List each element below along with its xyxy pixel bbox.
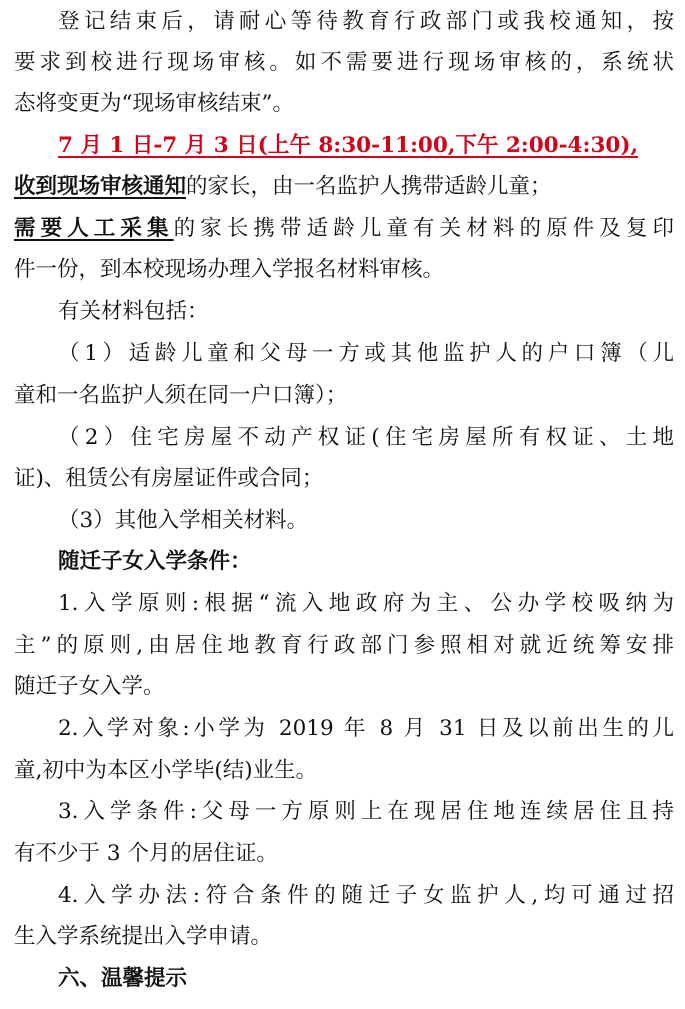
numbered-item-continuation: 生入学系统提出入学申请。	[14, 924, 273, 949]
paragraph-line: 态将变更为“现场审核结束”。	[14, 91, 294, 116]
paragraph-line: 登记结束后，请耐心等待教育行政部门或我校通知，按	[58, 9, 674, 34]
section-heading: 六、温馨提示	[58, 966, 188, 991]
paragraph-line: 件一份，到本校现场办理入学报名材料审核。	[14, 257, 445, 282]
paragraph-text: 的家长，由一名监护人携带适龄儿童；	[186, 174, 552, 199]
list-item: （1）适龄儿童和父母一方或其他监护人的户口簿（儿	[58, 341, 674, 366]
emphasis-text: 收到现场审核通知	[14, 174, 187, 199]
highlighted-date-line: 7 月 1 日-7 月 3 日(上午 8:30-11:00,下午 2:00-4:30),	[58, 133, 638, 158]
numbered-item-continuation: 主”的原则,由居住地教育行政部门参照相对就近统筹安排	[14, 633, 674, 658]
numbered-item-continuation: 随迁子女入学。	[14, 674, 165, 699]
paragraph-text: 的家长携带适龄儿童有关材料的原件及复印	[173, 216, 674, 241]
emphasis-text: 需要人工采集	[14, 216, 174, 241]
numbered-item: 3.入学条件:父母一方原则上在现居住地连续居住且持	[58, 799, 674, 824]
numbered-item-continuation: 有不少于 3 个月的居住证。	[14, 841, 278, 866]
numbered-item: 2.入学对象:小学为 2019 年 8 月 31 日及以前出生的儿	[58, 716, 674, 741]
list-item: （2）住宅房屋不动产权证(住宅房屋所有权证、土地	[58, 425, 674, 450]
numbered-item: 4.入学办法:符合条件的随迁子女监护人,均可通过招	[58, 883, 674, 908]
numbered-item: 1.入学原则:根据“流入地政府为主、公办学校吸纳为	[58, 591, 674, 616]
paragraph-line	[14, 209, 674, 249]
paragraph-line: 要求到校进行现场审核。如不需要进行现场审核的，系统状	[14, 50, 674, 75]
section-subheading: 随迁子女入学条件：	[58, 549, 252, 574]
paragraph-line	[14, 167, 674, 207]
list-item-continuation: 童和一名监护人须在同一户口簿）；	[14, 383, 348, 408]
list-item: （3）其他入学相关材料。	[58, 508, 309, 533]
paragraph-line: 有关材料包括：	[58, 299, 209, 324]
list-item-continuation: 证)、租赁公有房屋证件或合同；	[14, 466, 324, 491]
numbered-item-continuation: 童,初中为本区小学毕(结)业生。	[14, 758, 318, 783]
